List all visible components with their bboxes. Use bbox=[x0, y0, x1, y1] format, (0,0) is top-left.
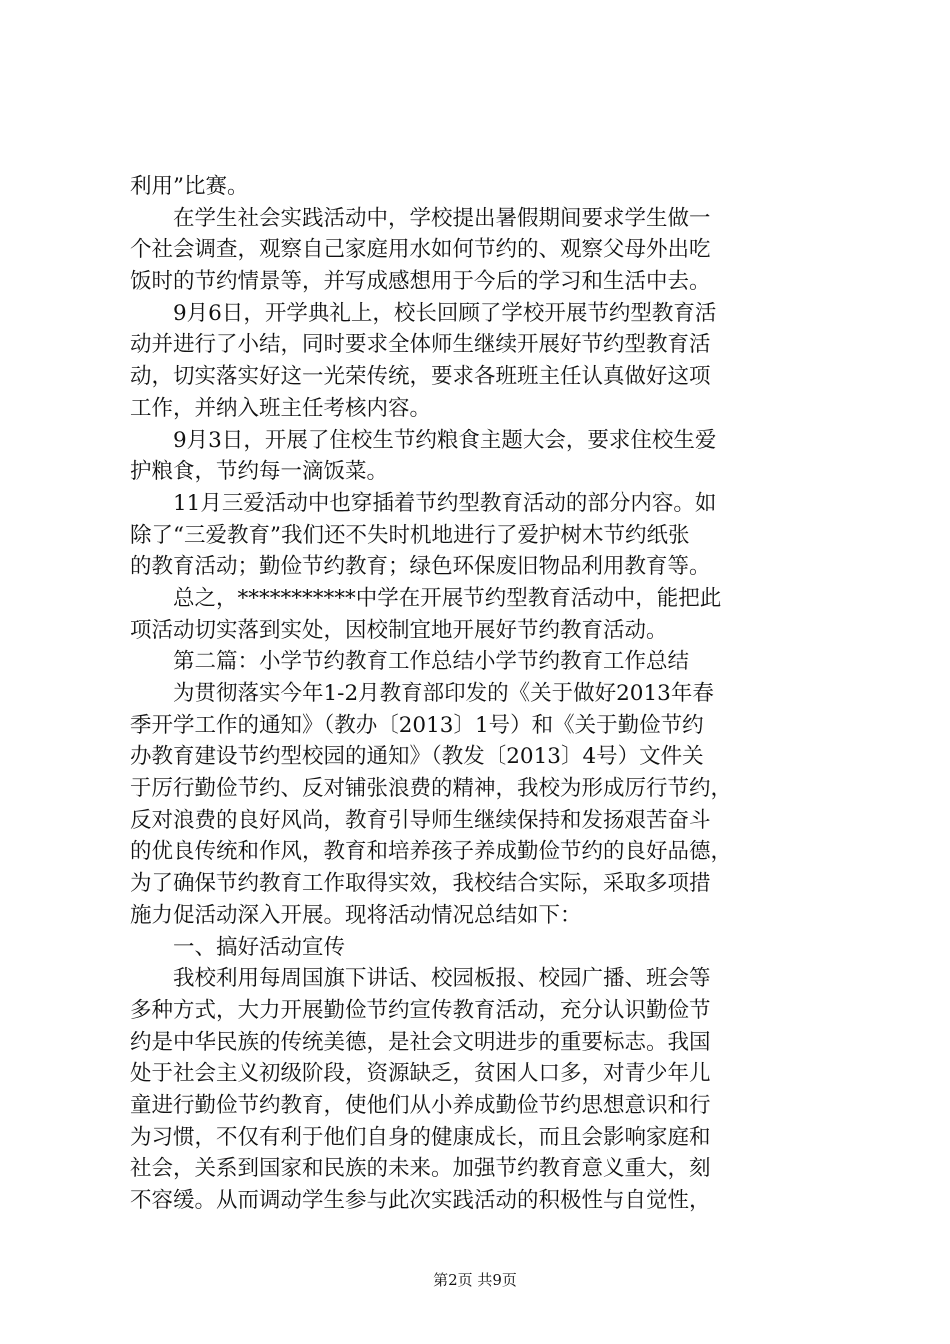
subsection-heading: 一、搞好活动宣传 bbox=[130, 934, 346, 960]
text-line: 9月3日，开展了住校生节约粮食主题大会，要求住校生爱 bbox=[130, 427, 717, 453]
text-line: 护粮食，节约每一滴饭菜。 bbox=[130, 459, 389, 485]
text-line: 饭时的节约情景等，并写成感想用于今后的学习和生活中去。 bbox=[130, 269, 711, 295]
section-heading: 第二篇：小学节约教育工作总结小学节约教育工作总结 bbox=[130, 649, 690, 675]
text-line: 我校利用每周国旗下讲话、校园板报、校园广播、班会等 bbox=[130, 966, 711, 992]
text-line: 办教育建设节约型校园的通知》（教发〔2013〕4号）文件关 bbox=[130, 744, 704, 770]
text-line: 施力促活动深入开展。现将活动情况总结如下： bbox=[130, 902, 582, 928]
text-line: 童进行勤俭节约教育，使他们从小养成勤俭节约思想意识和行 bbox=[130, 1092, 711, 1118]
text-line: 处于社会主义初级阶段，资源缺乏，贫困人口多，对青少年儿 bbox=[130, 1061, 711, 1087]
text-line: 不容缓。从而调动学生参与此次实践活动的积极性与自觉性， bbox=[130, 1188, 711, 1213]
text-line: 动并进行了小结，同时要求全体师生继续开展好节约型教育活 bbox=[130, 332, 711, 358]
text-line: 多种方式，大力开展勤俭节约宣传教育活动，充分认识勤俭节 bbox=[130, 997, 711, 1023]
text-line: 为了确保节约教育工作取得实效，我校结合实际，采取多项措 bbox=[130, 871, 711, 897]
text-line: 的优良传统和作风，教育和培养孩子养成勤俭节约的良好品德， bbox=[130, 839, 733, 865]
text-line: 为习惯，不仅有利于他们自身的健康成长，而且会影响家庭和 bbox=[130, 1124, 711, 1150]
text-line: 季开学工作的通知》（教办〔2013〕1号）和《关于勤俭节约 bbox=[130, 712, 704, 738]
body-text bbox=[130, 171, 830, 1217]
text-line: 在学生社会实践活动中，学校提出暑假期间要求学生做一 bbox=[130, 205, 711, 231]
text-line: 工作，并纳入班主任考核内容。 bbox=[130, 395, 432, 421]
text-line: 11月三爱活动中也穿插着节约型教育活动的部分内容。如 bbox=[130, 490, 717, 516]
text-line: 为贯彻落实今年1-2月教育部印发的《关于做好2013年春 bbox=[130, 681, 714, 706]
text-line: 项活动切实落到实处，因校制宜地开展好节约教育活动。 bbox=[130, 617, 668, 643]
text-line: 总之，***********中学在开展节约型教育活动中，能把此 bbox=[130, 585, 722, 611]
page-number-footer: 第2页 共9页 bbox=[433, 1271, 517, 1289]
text-line: 动，切实落实好这一光荣传统，要求各班班主任认真做好这项 bbox=[130, 364, 711, 390]
text-line: 于厉行勤俭节约、反对铺张浪费的精神，我校为形成厉行节约， bbox=[130, 776, 733, 802]
text-line: 约是中华民族的传统美德，是社会文明进步的重要标志。我国 bbox=[130, 1029, 711, 1055]
text-line: 利用”比赛。 bbox=[130, 174, 249, 199]
text-line: 个社会调查，观察自己家庭用水如何节约的、观察父母外出吃 bbox=[130, 237, 711, 263]
text-line: 除了“三爱教育”我们还不失时机地进行了爱护树木节约纸张 bbox=[130, 522, 690, 548]
text-line: 反对浪费的良好风尚，教育引导师生继续保持和发扬艰苦奋斗 bbox=[130, 807, 711, 833]
text-line: 的教育活动；勤俭节约教育；绿色环保废旧物品利用教育等。 bbox=[130, 554, 711, 580]
text-line: 社会，关系到国家和民族的未来。加强节约教育意义重大，刻 bbox=[130, 1156, 711, 1182]
text-line: 9月6日，开学典礼上，校长回顾了学校开展节约型教育活 bbox=[130, 300, 717, 326]
